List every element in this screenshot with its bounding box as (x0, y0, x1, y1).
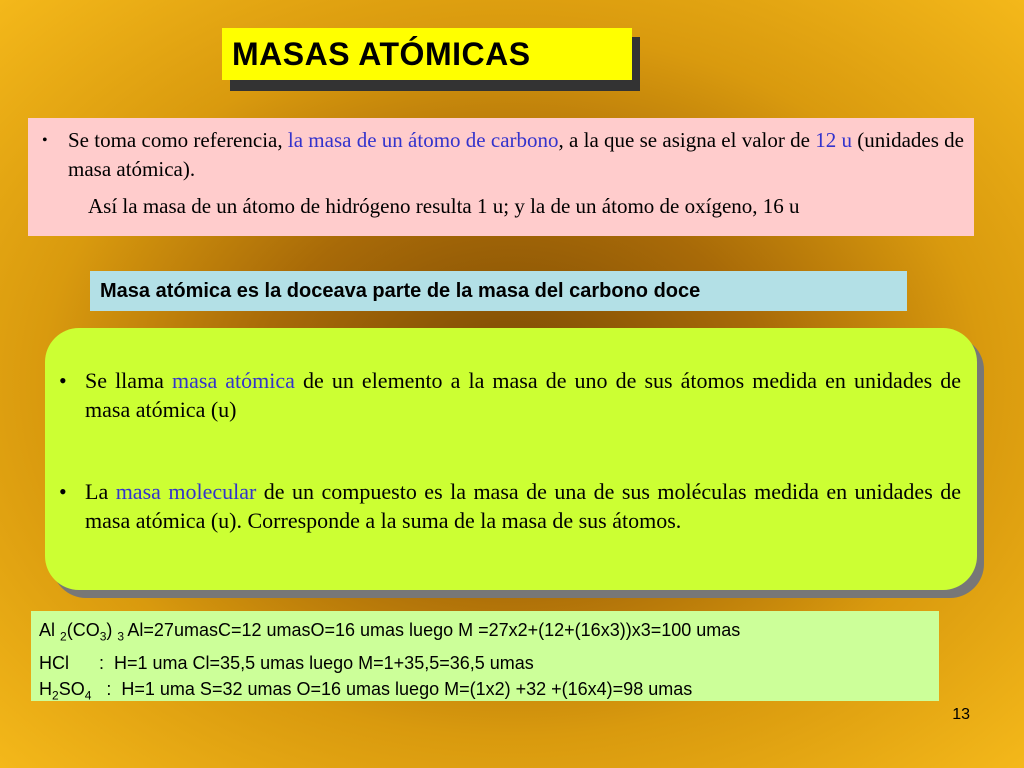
slide-title: MASAS ATÓMICAS (222, 28, 632, 80)
highlight-molecular-mass: masa molecular (115, 479, 257, 504)
formula-part: SO (58, 678, 85, 699)
formula-part: Al (39, 620, 61, 640)
formula-part: H (39, 678, 52, 699)
formula-part: Al=27umasC=12 umasO=16 umas luego M =27x2+(12+(16x3))x3=100 umas (127, 620, 741, 640)
reference-example: Así la masa de un átomo de hidrógeno resulta 1 u; y la de un átomo de oxígeno, 16 u (88, 194, 800, 218)
formula-box (31, 611, 939, 701)
page-number: 13 (952, 706, 970, 723)
definitions-box (45, 328, 977, 590)
definition-text-part: de un elemento a la masa de uno de sus átomos medida en unidades de masa atómica (u) (85, 368, 961, 422)
formula-part: (CO (66, 620, 100, 640)
reference-text-part: (unidades de masa atómica). (68, 128, 964, 181)
reference-text-part: , a la que se asigna el valor de (558, 128, 816, 152)
bullet-icon: • (42, 132, 48, 149)
definition-text-part: La (85, 479, 116, 504)
bullet-icon: • (59, 368, 67, 393)
formula-subscript: 3 (117, 629, 128, 644)
formula-subscript: 2 (52, 688, 59, 703)
highlight-12u: 12 u (815, 128, 852, 152)
formula-line-al2co33 (39, 617, 939, 650)
formula-subscript: 4 (84, 688, 92, 703)
formula-line-hcl: HCl : H=1 uma Cl=35,5 umas luego M=1+35,5=36,5 umas (39, 652, 534, 673)
bullet-icon: • (59, 479, 67, 504)
formula-part: ) (106, 620, 118, 640)
formula-line-h2so4 (39, 676, 939, 709)
definition-text (85, 477, 961, 535)
reference-text (68, 126, 964, 184)
definition-text-part: Se llama (85, 368, 173, 393)
highlight-carbon-mass: la masa de un átomo de carbono (287, 128, 559, 152)
highlight-atomic-mass: masa atómica (172, 368, 295, 393)
definition-molecular-mass (59, 477, 961, 535)
definition-text (85, 366, 961, 424)
reference-text-part: Se toma como referencia, (68, 128, 288, 152)
formula-subscript: 3 (99, 629, 107, 644)
definition-text-part: de un compuesto es la masa de una de sus moléculas medida en unidades de masa atómica (u). Corresponde a la suma de la masa de sus átomos. (85, 479, 961, 533)
reference-box (28, 118, 974, 236)
formula-subscript: 2 (60, 629, 67, 644)
reference-paragraph (38, 126, 964, 184)
definition-atomic-mass (59, 366, 961, 424)
formula-part: : H=1 uma S=32 umas O=16 umas luego M=(1x2) +32 +(16x4)=98 umas (91, 678, 693, 699)
definition-box: Masa atómica es la doceava parte de la masa del carbono doce (90, 271, 907, 311)
